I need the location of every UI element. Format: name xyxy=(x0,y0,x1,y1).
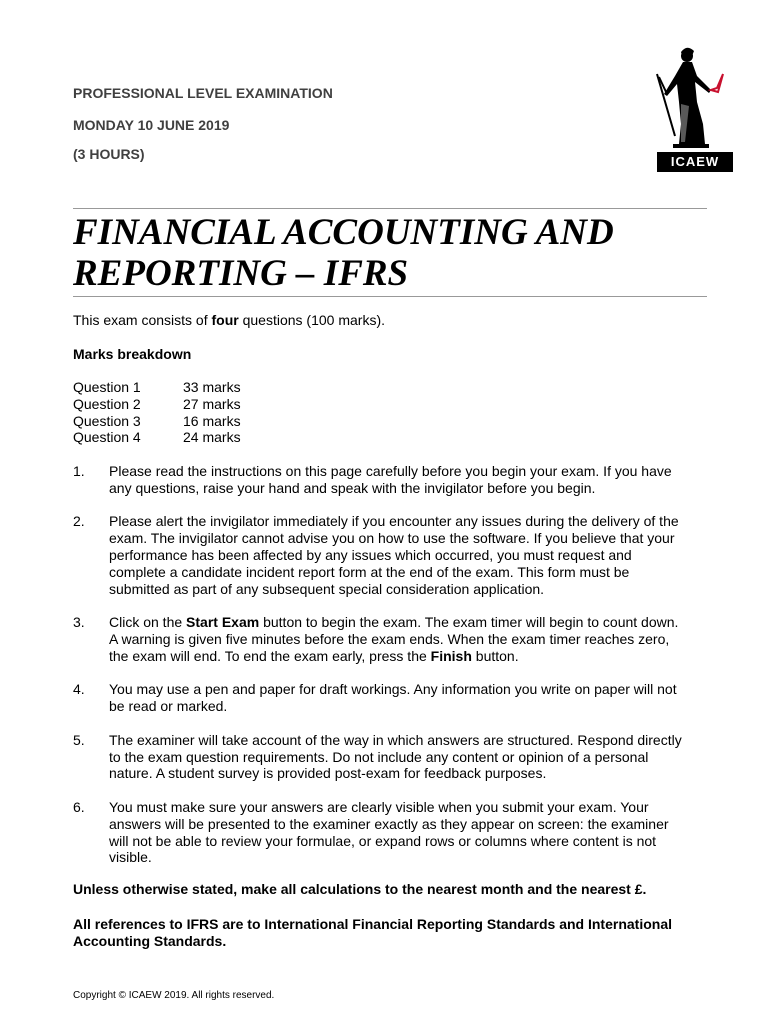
instruction-line: The examiner will take account of the way in which answers are structured. Respond directly xyxy=(109,731,682,748)
instruction-number: 1. xyxy=(73,463,85,479)
instruction-text: button to begin the exam. The exam timer will begin to count down. xyxy=(259,614,679,631)
instruction-item xyxy=(73,513,753,597)
instruction-number: 3. xyxy=(73,614,85,631)
exam-level: PROFESSIONAL LEVEL EXAMINATION xyxy=(73,85,333,101)
intro-bold: four xyxy=(211,312,239,328)
ifrs-note xyxy=(73,916,672,950)
intro-before: This exam consists of xyxy=(73,312,212,328)
instruction-item xyxy=(73,614,753,664)
instruction-line: any questions, raise your hand and speak with the invigilator before you begin. xyxy=(109,479,596,496)
instruction-item xyxy=(73,681,753,715)
title-top-rule xyxy=(73,208,707,209)
instruction-line: be read or marked. xyxy=(109,698,228,715)
marks-row xyxy=(73,429,241,446)
ifrs-note-line: Accounting Standards. xyxy=(73,933,227,949)
question-label: Question 1 xyxy=(73,379,141,395)
instruction-line: exam. The invigilator cannot advise you on how to use the software. If you believe that your xyxy=(109,530,675,547)
instruction-line: Please read the instructions on this page carefully before you begin your exam. If you have xyxy=(109,463,672,479)
instruction-item xyxy=(73,732,753,782)
intro-text xyxy=(73,312,385,329)
instruction-item xyxy=(73,463,753,497)
instruction-line: You may use a pen and paper for draft workings. Any information you write on paper will not xyxy=(109,681,677,698)
instruction-line: A warning is given five minutes before the exam ends. When the exam timer reaches zero, xyxy=(109,630,670,647)
exam-date: MONDAY 10 JUNE 2019 xyxy=(73,117,230,133)
instruction-number: 4. xyxy=(73,681,85,698)
marks-row xyxy=(73,379,241,396)
title-line-2: REPORTING – IFRS xyxy=(73,253,409,294)
question-marks: 27 marks xyxy=(183,395,241,412)
intro-after: questions (100 marks). xyxy=(238,312,386,328)
question-label: Question 2 xyxy=(73,395,141,412)
question-label: Question 3 xyxy=(73,412,141,429)
instruction-line: Please alert the invigilator immediately if you encounter any issues during the delivery of the xyxy=(109,513,679,530)
question-label: Question 4 xyxy=(73,429,141,446)
instruction-line: nature. A student survey is provided post-exam for feedback purposes. xyxy=(109,765,547,782)
finish-term: Finish xyxy=(430,647,472,664)
copyright-footer: Copyright © ICAEW 2019. All rights reserved. xyxy=(73,990,275,1001)
icaew-logo xyxy=(645,44,745,174)
question-marks: 33 marks xyxy=(183,379,241,395)
instruction-number: 6. xyxy=(73,798,85,815)
instruction-line xyxy=(109,614,745,631)
instruction-line: will not be able to review your formulae, or expand rows or columns where content is not xyxy=(109,832,657,849)
exam-duration: (3 HOURS) xyxy=(73,146,145,162)
marks-table xyxy=(73,379,241,446)
instruction-line: performance has been affected by any issues which occurred, you must request and xyxy=(109,546,632,563)
instruction-text: the exam will end. To end the exam early, press the xyxy=(109,647,431,664)
instruction-number: 2. xyxy=(73,513,85,530)
calculation-note: Unless otherwise stated, make all calculations to the nearest month and the nearest £. xyxy=(73,881,647,897)
instruction-text: Click on the xyxy=(109,614,187,631)
instruction-item xyxy=(73,799,753,866)
instructions-list xyxy=(73,463,753,866)
instruction-line: visible. xyxy=(109,849,152,866)
instruction-line: submitted as part of any subsequent special consideration application. xyxy=(109,580,545,597)
instruction-line: answers will be presented to the examiner exactly as they appear on screen: the examiner xyxy=(109,815,669,832)
question-marks: 16 marks xyxy=(183,412,241,429)
question-marks: 24 marks xyxy=(183,429,241,446)
instruction-line: complete a candidate incident report form at the end of the exam. This form must be xyxy=(109,563,630,580)
marks-row xyxy=(73,396,241,413)
title-bottom-rule xyxy=(73,296,707,297)
marks-row xyxy=(73,413,241,430)
instruction-text: button. xyxy=(471,647,519,664)
marks-heading: Marks breakdown xyxy=(73,346,192,362)
start-exam-term: Start Exam xyxy=(186,614,260,631)
instruction-line: to the exam question requirements. Do not include any content or opinion of a personal xyxy=(109,748,649,765)
logo-text: ICAEW xyxy=(670,154,720,169)
page-title xyxy=(73,212,713,294)
instruction-number: 5. xyxy=(73,731,85,748)
instruction-line xyxy=(109,648,745,665)
ifrs-note-line: All references to IFRS are to International Financial Reporting Standards and International xyxy=(73,916,672,932)
title-line-1: FINANCIAL ACCOUNTING AND xyxy=(73,212,614,253)
instruction-line: You must make sure your answers are clearly visible when you submit your exam. Your xyxy=(109,798,649,815)
